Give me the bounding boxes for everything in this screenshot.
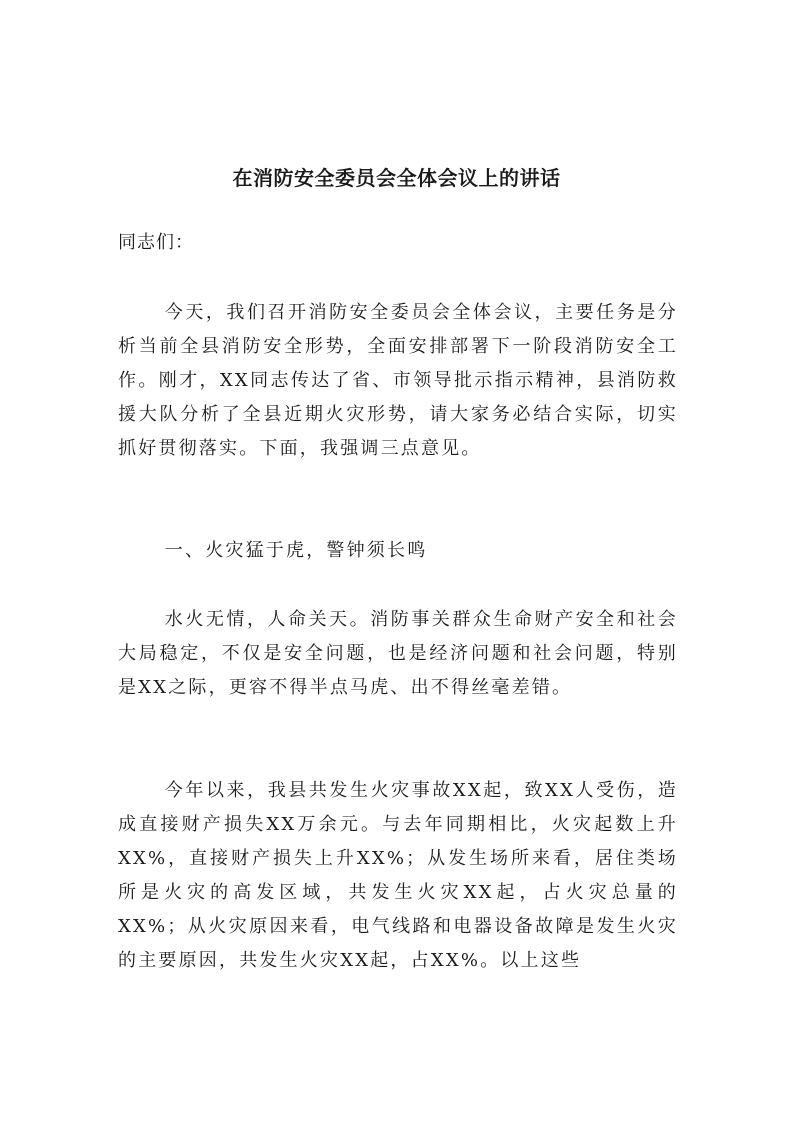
document-title: 在消防安全委员会全体会议上的讲话	[232, 166, 561, 190]
paragraph-intro: 今天，我们召开消防安全委员会全体会议，主要任务是分析当前全县消防安全形势，全面安排部署下一阶段消防安全工作。刚才，XX同志传达了省、市领导批示指示精神，县消防救援大队分析了全县近期火灾形势，请大家务必结合实际，切实抓好贯彻落实。下面，我强调三点意见。	[118, 302, 678, 459]
paragraph-statistics: 今年以来，我县共发生火灾事故XX起，致XX人受伤，造成直接财产损失XX万余元。与去年同期相比，火灾起数上升XX%，直接财产损失上升XX%；从发生场所来看，居住类场所是火灾的高发区域，共发生火灾XX起，占火灾总量的XX%；从火灾原因来看，电气线路和电器设备故障是发生火灾的主要原因，共发生火灾XX起，占XX%。以上这些	[118, 780, 678, 971]
salutation: 同志们：	[118, 232, 194, 253]
section-heading: 一、火灾猛于虎，警钟须长鸣	[164, 540, 428, 561]
paragraph-fire-safety: 水火无情，人命关天。消防事关群众生命财产安全和社会大局稳定，不仅是安全问题，也是经济问题和社会问题，特别是XX之际，更容不得半点马虎、出不得丝毫差错。	[118, 609, 678, 698]
